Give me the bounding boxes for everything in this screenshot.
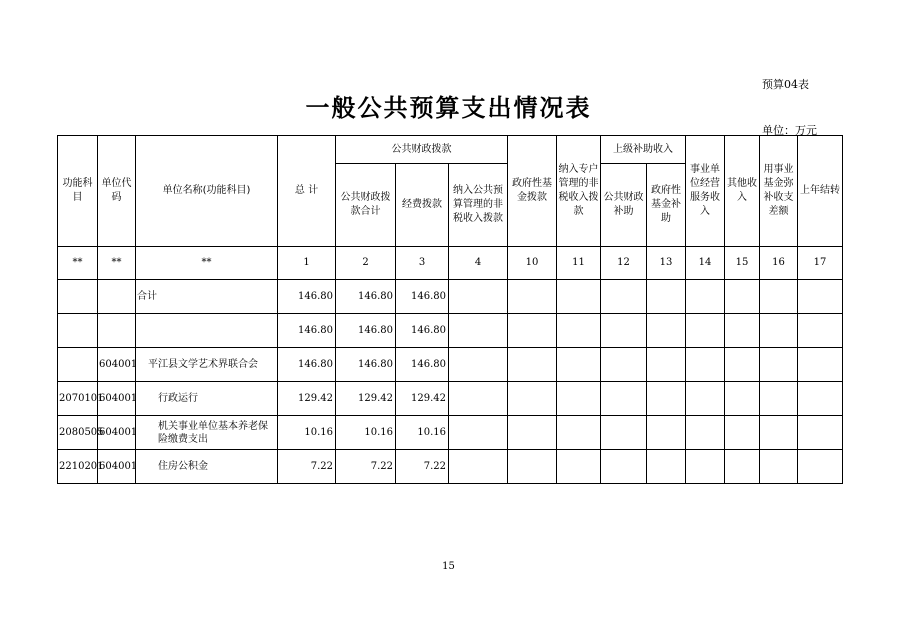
- unit-code-cell: 604001: [98, 348, 136, 382]
- funding-cell: 10.16: [396, 416, 449, 450]
- funding-cell: 146.80: [396, 280, 449, 314]
- pf-total-cell: 146.80: [336, 314, 396, 348]
- header-fund-deficit: 用事业基金弥补收支差额: [760, 136, 798, 247]
- func-code-cell: 2210201: [58, 450, 98, 484]
- index-cell: 14: [686, 247, 725, 280]
- table-row: [58, 416, 843, 450]
- index-cell: 15: [725, 247, 760, 280]
- func-code-cell: [58, 348, 98, 382]
- header-funding: 经费拨款: [396, 164, 449, 247]
- index-cell: 13: [647, 247, 686, 280]
- budget-table: [57, 135, 843, 484]
- unit-name-cell: 机关事业单位基本养老保险缴费支出: [136, 416, 278, 450]
- header-carryover: 上年结转: [798, 136, 843, 247]
- header-sub-gov-fund: 政府性基金补助: [647, 164, 686, 247]
- funding-cell: 146.80: [396, 314, 449, 348]
- funding-cell: 146.80: [396, 348, 449, 382]
- total-cell: 129.42: [278, 382, 336, 416]
- unit-code-cell: [98, 314, 136, 348]
- unit-code-cell: 604001: [98, 416, 136, 450]
- func-code-cell: [58, 314, 98, 348]
- total-cell: 146.80: [278, 280, 336, 314]
- unit-name-cell: [136, 314, 278, 348]
- header-nontax-special: 纳入专户管理的非税收入拨款: [557, 136, 601, 247]
- header-gov-fund: 政府性基金拨款: [508, 136, 557, 247]
- index-cell: 17: [798, 247, 843, 280]
- index-cell: **: [58, 247, 98, 280]
- pf-total-cell: 129.42: [336, 382, 396, 416]
- page-number: 15: [442, 561, 455, 572]
- unit-code-cell: [98, 280, 136, 314]
- unit-label: 单位：万元: [762, 124, 817, 137]
- table-row: [58, 314, 843, 348]
- page-title: 一般公共预算支出情况表: [305, 94, 592, 122]
- index-cell: **: [136, 247, 278, 280]
- unit-code-cell: 604001: [98, 450, 136, 484]
- index-cell: 16: [760, 247, 798, 280]
- table-row: [58, 280, 843, 314]
- pf-total-cell: 146.80: [336, 280, 396, 314]
- index-cell: 3: [396, 247, 449, 280]
- index-cell: **: [98, 247, 136, 280]
- total-cell: 7.22: [278, 450, 336, 484]
- index-cell: 11: [557, 247, 601, 280]
- header-business-income: 事业单位经营服务收入: [686, 136, 725, 247]
- total-cell: 10.16: [278, 416, 336, 450]
- pf-total-cell: 10.16: [336, 416, 396, 450]
- pf-total-cell: 146.80: [336, 348, 396, 382]
- header-public-finance: 公共财政拨款: [336, 136, 508, 164]
- header-nontax-budget: 纳入公共预算管理的非税收入拨款: [449, 164, 508, 247]
- header-pf-total: 公共财政拨款合计: [336, 164, 396, 247]
- form-number: 预算04表: [762, 78, 809, 91]
- unit-name-cell: 平江县文学艺术界联合会: [136, 348, 278, 382]
- header-total: 总 计: [278, 136, 336, 247]
- unit-name-cell: 合计: [136, 280, 278, 314]
- header-superior-subsidy: 上级补助收入: [601, 136, 686, 164]
- index-cell: 12: [601, 247, 647, 280]
- index-cell: 10: [508, 247, 557, 280]
- table-row: [58, 382, 843, 416]
- index-row: [58, 247, 843, 280]
- func-code-cell: 2080505: [58, 416, 98, 450]
- table-row: [58, 450, 843, 484]
- header-unit-code: 单位代码: [98, 136, 136, 247]
- total-cell: 146.80: [278, 314, 336, 348]
- total-cell: 146.80: [278, 348, 336, 382]
- header-other-income: 其他收入: [725, 136, 760, 247]
- pf-total-cell: 7.22: [336, 450, 396, 484]
- unit-name-cell: 行政运行: [136, 382, 278, 416]
- unit-code-cell: 604001: [98, 382, 136, 416]
- index-cell: 4: [449, 247, 508, 280]
- header-sub-public: 公共财政补助: [601, 164, 647, 247]
- func-code-cell: [58, 280, 98, 314]
- index-cell: 1: [278, 247, 336, 280]
- table-row: [58, 348, 843, 382]
- header-unit-name: 单位名称(功能科目): [136, 136, 278, 247]
- unit-name-cell: 住房公积金: [136, 450, 278, 484]
- header-func-subject: 功能科目: [58, 136, 98, 247]
- funding-cell: 7.22: [396, 450, 449, 484]
- index-cell: 2: [336, 247, 396, 280]
- func-code-cell: 2070101: [58, 382, 98, 416]
- funding-cell: 129.42: [396, 382, 449, 416]
